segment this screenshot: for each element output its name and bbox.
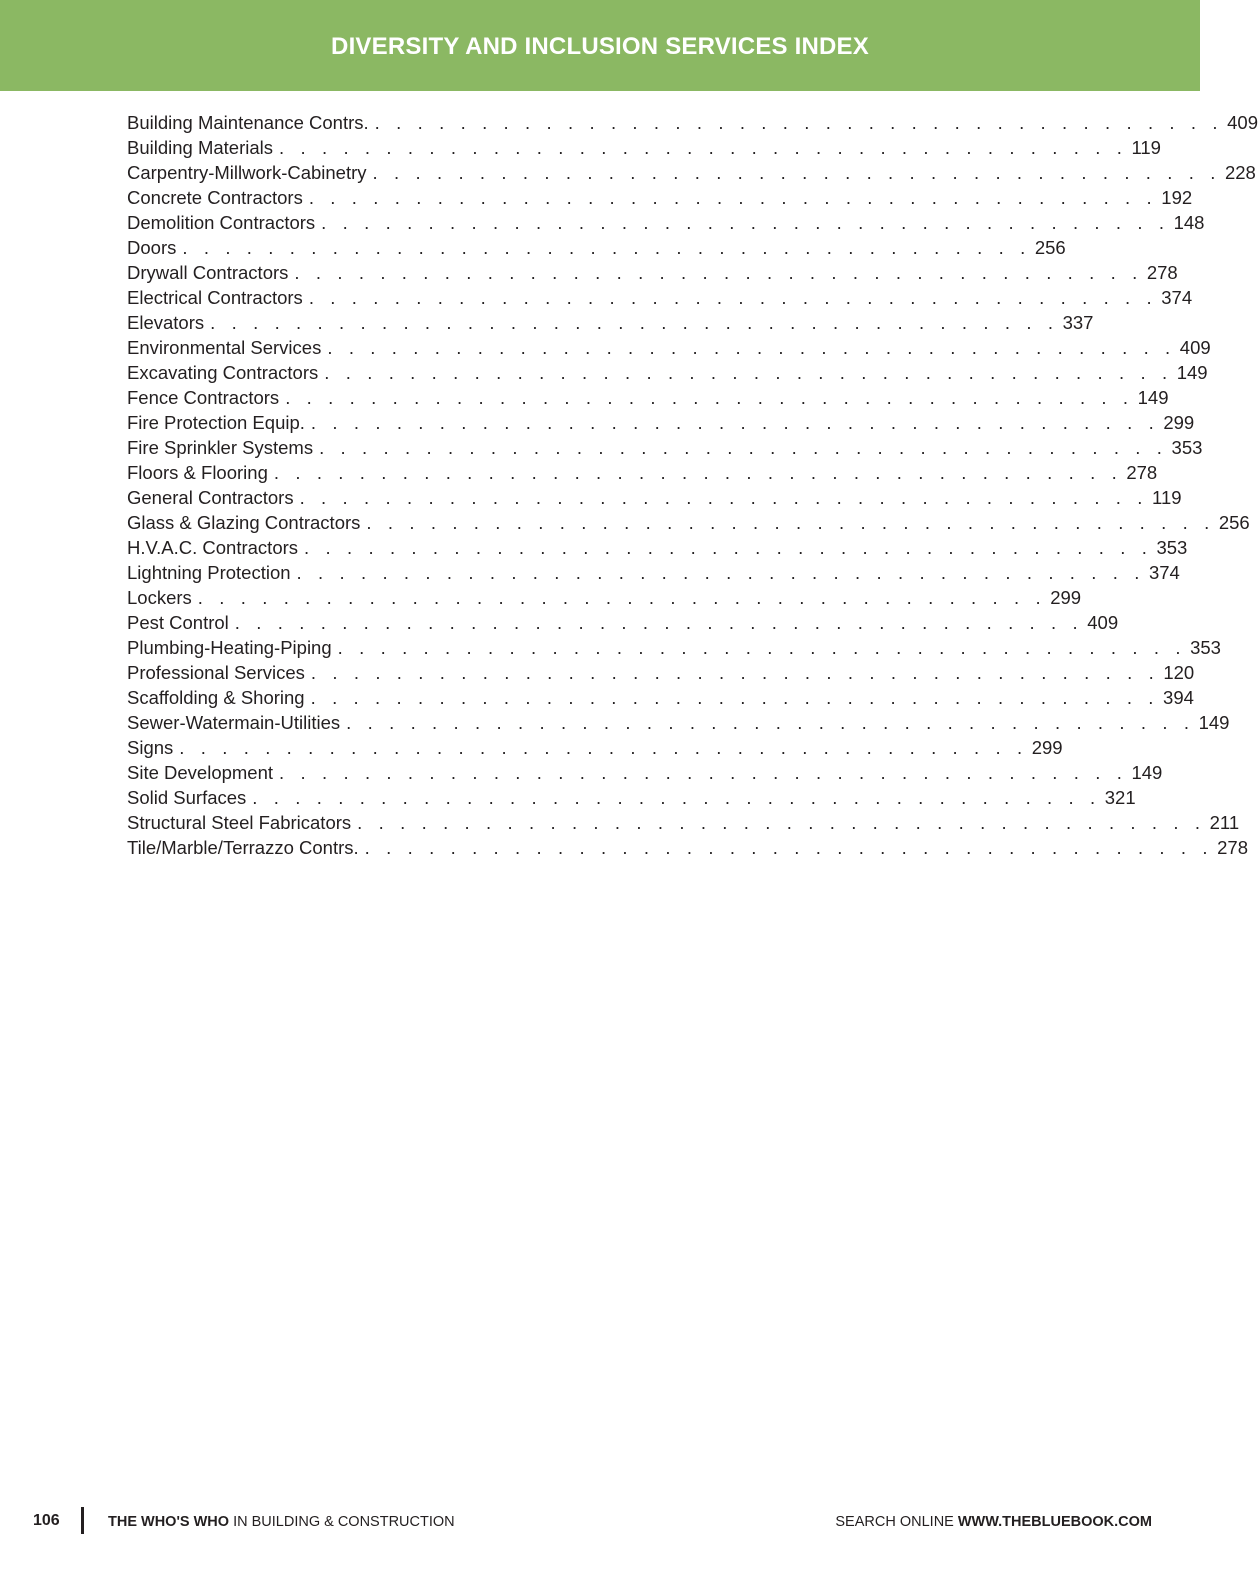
dot-leader: . . . . . . . . . . . . . . . . . . . . . . . . . . . . . . . . . . . . . . . . <box>304 537 1153 558</box>
page-title: DIVERSITY AND INCLUSION SERVICES INDEX <box>331 33 869 60</box>
index-entry-label: General Contractors <box>127 487 294 508</box>
website-link[interactable]: WWW.THEBLUEBOOK.COM <box>957 1514 1152 1530</box>
index-entry-label: Sewer-Watermain-Utilities <box>127 712 341 733</box>
dot-leader: . . . . . . . . . . . . . . . . . . . . . . . . . . . . . . . . . . . . . . . . <box>308 287 1158 308</box>
dot-leader: . . . . . . . . . . . . . . . . . . . . . . . . . . . . . . . . . . . . . . . . <box>374 112 1224 133</box>
index-entry-label: Demolition Contractors <box>127 212 316 233</box>
dot-leader: . . . . . . . . . . . . . . . . . . . . . . . . . . . . . . . . . . . . . . . . <box>179 737 1028 758</box>
index-entry <box>127 310 1094 335</box>
index-entry-label: Fire Protection Equip. <box>127 412 305 433</box>
dot-leader: . . . . . . . . . . . . . . . . . . . . . . . . . . . . . . . . . . . . . . . . <box>296 562 1145 583</box>
index-entry <box>127 560 1180 585</box>
dot-leader: . . . . . . . . . . . . . . . . . . . . . . . . . . . . . . . . . . . . . . . . <box>372 162 1221 183</box>
index-entry-page: 119 <box>1131 137 1161 158</box>
publication-name-bold: THE WHO'S WHO <box>108 1514 230 1530</box>
index-entry-page: 120 <box>1163 662 1195 683</box>
index-entry <box>127 460 1158 485</box>
index-entry <box>127 710 1230 735</box>
index-entry-page: 149 <box>1137 387 1169 408</box>
publication-name-rest: IN BUILDING & CONSTRUCTION <box>229 1514 455 1530</box>
index-entry-label: Professional Services <box>127 662 305 683</box>
index-entry <box>127 435 1203 460</box>
index-entry <box>127 810 1240 835</box>
dot-leader: . . . . . . . . . . . . . . . . . . . . . . . . . . . . . . . . . . . . . . . . <box>319 437 1168 458</box>
index-entry <box>127 610 1119 635</box>
footer-divider <box>81 1507 84 1534</box>
dot-leader: . . . . . . . . . . . . . . . . . . . . . . . . . . . . . . . . . . . . . . . . <box>285 387 1134 408</box>
dot-leader: . . . . . . . . . . . . . . . . . . . . . . . . . . . . . . . . . . . . . . . . <box>364 837 1214 858</box>
publication-name <box>108 1514 455 1530</box>
dot-leader: . . . . . . . . . . . . . . . . . . . . . . . . . . . . . . . . . . . . . . . . <box>321 212 1170 233</box>
index-entry-page: 278 <box>1146 262 1178 283</box>
services-index-list <box>127 110 1258 860</box>
dot-leader: . . . . . . . . . . . . . . . . . . . . . . . . . . . . . . . . . . . . . . . . <box>299 487 1149 508</box>
index-entry-label: Building Materials <box>127 137 274 158</box>
index-entry-page: 211 <box>1209 812 1240 833</box>
index-entry-page: 149 <box>1176 362 1208 383</box>
index-entry-page: 148 <box>1173 212 1205 233</box>
dot-leader: . . . . . . . . . . . . . . . . . . . . . . . . . . . . . . . . . . . . . . . . <box>327 337 1176 358</box>
index-entry-label: H.V.A.C. Contractors <box>127 537 299 558</box>
dot-leader: . . . . . . . . . . . . . . . . . . . . . . . . . . . . . . . . . . . . . . . . <box>252 787 1101 808</box>
dot-leader: . . . . . . . . . . . . . . . . . . . . . . . . . . . . . . . . . . . . . . . . <box>234 612 1084 633</box>
dot-leader: . . . . . . . . . . . . . . . . . . . . . . . . . . . . . . . . . . . . . . . . <box>310 662 1160 683</box>
dot-leader: . . . . . . . . . . . . . . . . . . . . . . . . . . . . . . . . . . . . . . . . <box>294 262 1143 283</box>
index-entry-label: Lockers <box>127 587 192 608</box>
index-entry <box>127 510 1250 535</box>
index-entry-label: Lightning Protection <box>127 562 291 583</box>
index-entry-label: Tile/Marble/Terrazzo Contrs. <box>127 837 359 858</box>
dot-leader: . . . . . . . . . . . . . . . . . . . . . . . . . . . . . . . . . . . . . . . . <box>182 237 1031 258</box>
page-number: 106 <box>33 1512 60 1529</box>
index-entry-page: 192 <box>1161 187 1193 208</box>
index-entry <box>127 410 1195 435</box>
index-entry-page: 409 <box>1227 112 1258 133</box>
index-entry-page: 374 <box>1148 562 1180 583</box>
index-entry-page: 374 <box>1161 287 1193 308</box>
index-entry-label: Excavating Contractors <box>127 362 319 383</box>
index-entry-label: Building Maintenance Contrs. <box>127 112 369 133</box>
index-entry-label: Plumbing-Heating-Piping <box>127 637 332 658</box>
index-entry-label: Scaffolding & Shoring <box>127 687 305 708</box>
dot-leader: . . . . . . . . . . . . . . . . . . . . . . . . . . . . . . . . . . . . . . . . <box>197 587 1047 608</box>
index-entry <box>127 210 1205 235</box>
index-entry <box>127 235 1066 260</box>
dot-leader: . . . . . . . . . . . . . . . . . . . . . . . . . . . . . . . . . . . . . . . . <box>310 687 1160 708</box>
search-online-label: SEARCH ONLINE <box>835 1514 958 1530</box>
index-entry-label: Drywall Contractors <box>127 262 289 283</box>
index-entry <box>127 835 1248 860</box>
index-entry-label: Doors <box>127 237 177 258</box>
index-entry-label: Elevators <box>127 312 205 333</box>
dot-leader: . . . . . . . . . . . . . . . . . . . . . . . . . . . . . . . . . . . . . . . . <box>308 187 1158 208</box>
index-entry-label: Concrete Contractors <box>127 187 303 208</box>
index-entry <box>127 660 1195 685</box>
dot-leader: . . . . . . . . . . . . . . . . . . . . . . . . . . . . . . . . . . . . . . . . <box>310 412 1160 433</box>
dot-leader: . . . . . . . . . . . . . . . . . . . . . . . . . . . . . . . . . . . . . . . . <box>273 462 1123 483</box>
index-entry-page: 149 <box>1131 762 1163 783</box>
index-entry-label: Fire Sprinkler Systems <box>127 437 314 458</box>
index-entry-label: Glass & Glazing Contractors <box>127 512 361 533</box>
index-entry-page: 278 <box>1126 462 1158 483</box>
page-footer <box>0 1505 1200 1535</box>
dot-leader: . . . . . . . . . . . . . . . . . . . . . . . . . . . . . . . . . . . . . . . . <box>279 762 1128 783</box>
index-entry-label: Floors & Flooring <box>127 462 268 483</box>
index-entry-page: 409 <box>1087 612 1119 633</box>
index-entry-label: Structural Steel Fabricators <box>127 812 352 833</box>
index-entry-page: 256 <box>1218 512 1250 533</box>
index-entry <box>127 585 1082 610</box>
search-online <box>835 1514 1152 1530</box>
dot-leader: . . . . . . . . . . . . . . . . . . . . . . . . . . . . . . . . . . . . . . . . <box>346 712 1195 733</box>
index-entry <box>127 685 1194 710</box>
index-entry <box>127 760 1163 785</box>
index-entry-label: Signs <box>127 737 174 758</box>
index-entry <box>127 785 1136 810</box>
index-entry-label: Solid Surfaces <box>127 787 247 808</box>
index-entry-label: Site Development <box>127 762 274 783</box>
index-entry-page: 256 <box>1034 237 1066 258</box>
index-entry-label: Fence Contractors <box>127 387 280 408</box>
index-entry-page: 149 <box>1198 712 1230 733</box>
index-entry <box>127 260 1178 285</box>
index-entry <box>127 535 1188 560</box>
index-entry-page: 119 <box>1152 487 1182 508</box>
index-entry <box>127 335 1211 360</box>
index-entry <box>127 185 1193 210</box>
index-entry-page: 353 <box>1156 537 1188 558</box>
index-entry-label: Environmental Services <box>127 337 322 358</box>
index-entry-page: 299 <box>1163 412 1195 433</box>
index-entry <box>127 635 1221 660</box>
index-entry-page: 228 <box>1224 162 1256 183</box>
index-entry-page: 394 <box>1163 687 1194 708</box>
index-entry <box>127 385 1169 410</box>
index-entry-page: 321 <box>1104 787 1136 808</box>
index-entry-page: 278 <box>1217 837 1248 858</box>
index-entry <box>127 285 1193 310</box>
index-entry <box>127 485 1182 510</box>
index-entry-page: 337 <box>1062 312 1094 333</box>
dot-leader: . . . . . . . . . . . . . . . . . . . . . . . . . . . . . . . . . . . . . . . . <box>357 812 1206 833</box>
index-entry <box>127 735 1063 760</box>
index-entry-page: 353 <box>1190 637 1221 658</box>
header-bar <box>0 0 1200 91</box>
index-entry-page: 353 <box>1171 437 1203 458</box>
index-entry <box>127 110 1258 135</box>
dot-leader: . . . . . . . . . . . . . . . . . . . . . . . . . . . . . . . . . . . . . . . . <box>337 637 1187 658</box>
dot-leader: . . . . . . . . . . . . . . . . . . . . . . . . . . . . . . . . . . . . . . . . <box>279 137 1128 158</box>
index-entry-page: 409 <box>1179 337 1211 358</box>
dot-leader: . . . . . . . . . . . . . . . . . . . . . . . . . . . . . . . . . . . . . . . . <box>210 312 1059 333</box>
index-entry-page: 299 <box>1031 737 1063 758</box>
dot-leader: . . . . . . . . . . . . . . . . . . . . . . . . . . . . . . . . . . . . . . . . <box>366 512 1215 533</box>
dot-leader: . . . . . . . . . . . . . . . . . . . . . . . . . . . . . . . . . . . . . . . . <box>324 362 1173 383</box>
index-entry <box>127 135 1161 160</box>
index-entry <box>127 360 1208 385</box>
index-entry-label: Pest Control <box>127 612 229 633</box>
index-entry-page: 299 <box>1050 587 1082 608</box>
index-entry-label: Carpentry-Millwork-Cabinetry <box>127 162 367 183</box>
index-entry <box>127 160 1256 185</box>
index-entry-label: Electrical Contractors <box>127 287 303 308</box>
